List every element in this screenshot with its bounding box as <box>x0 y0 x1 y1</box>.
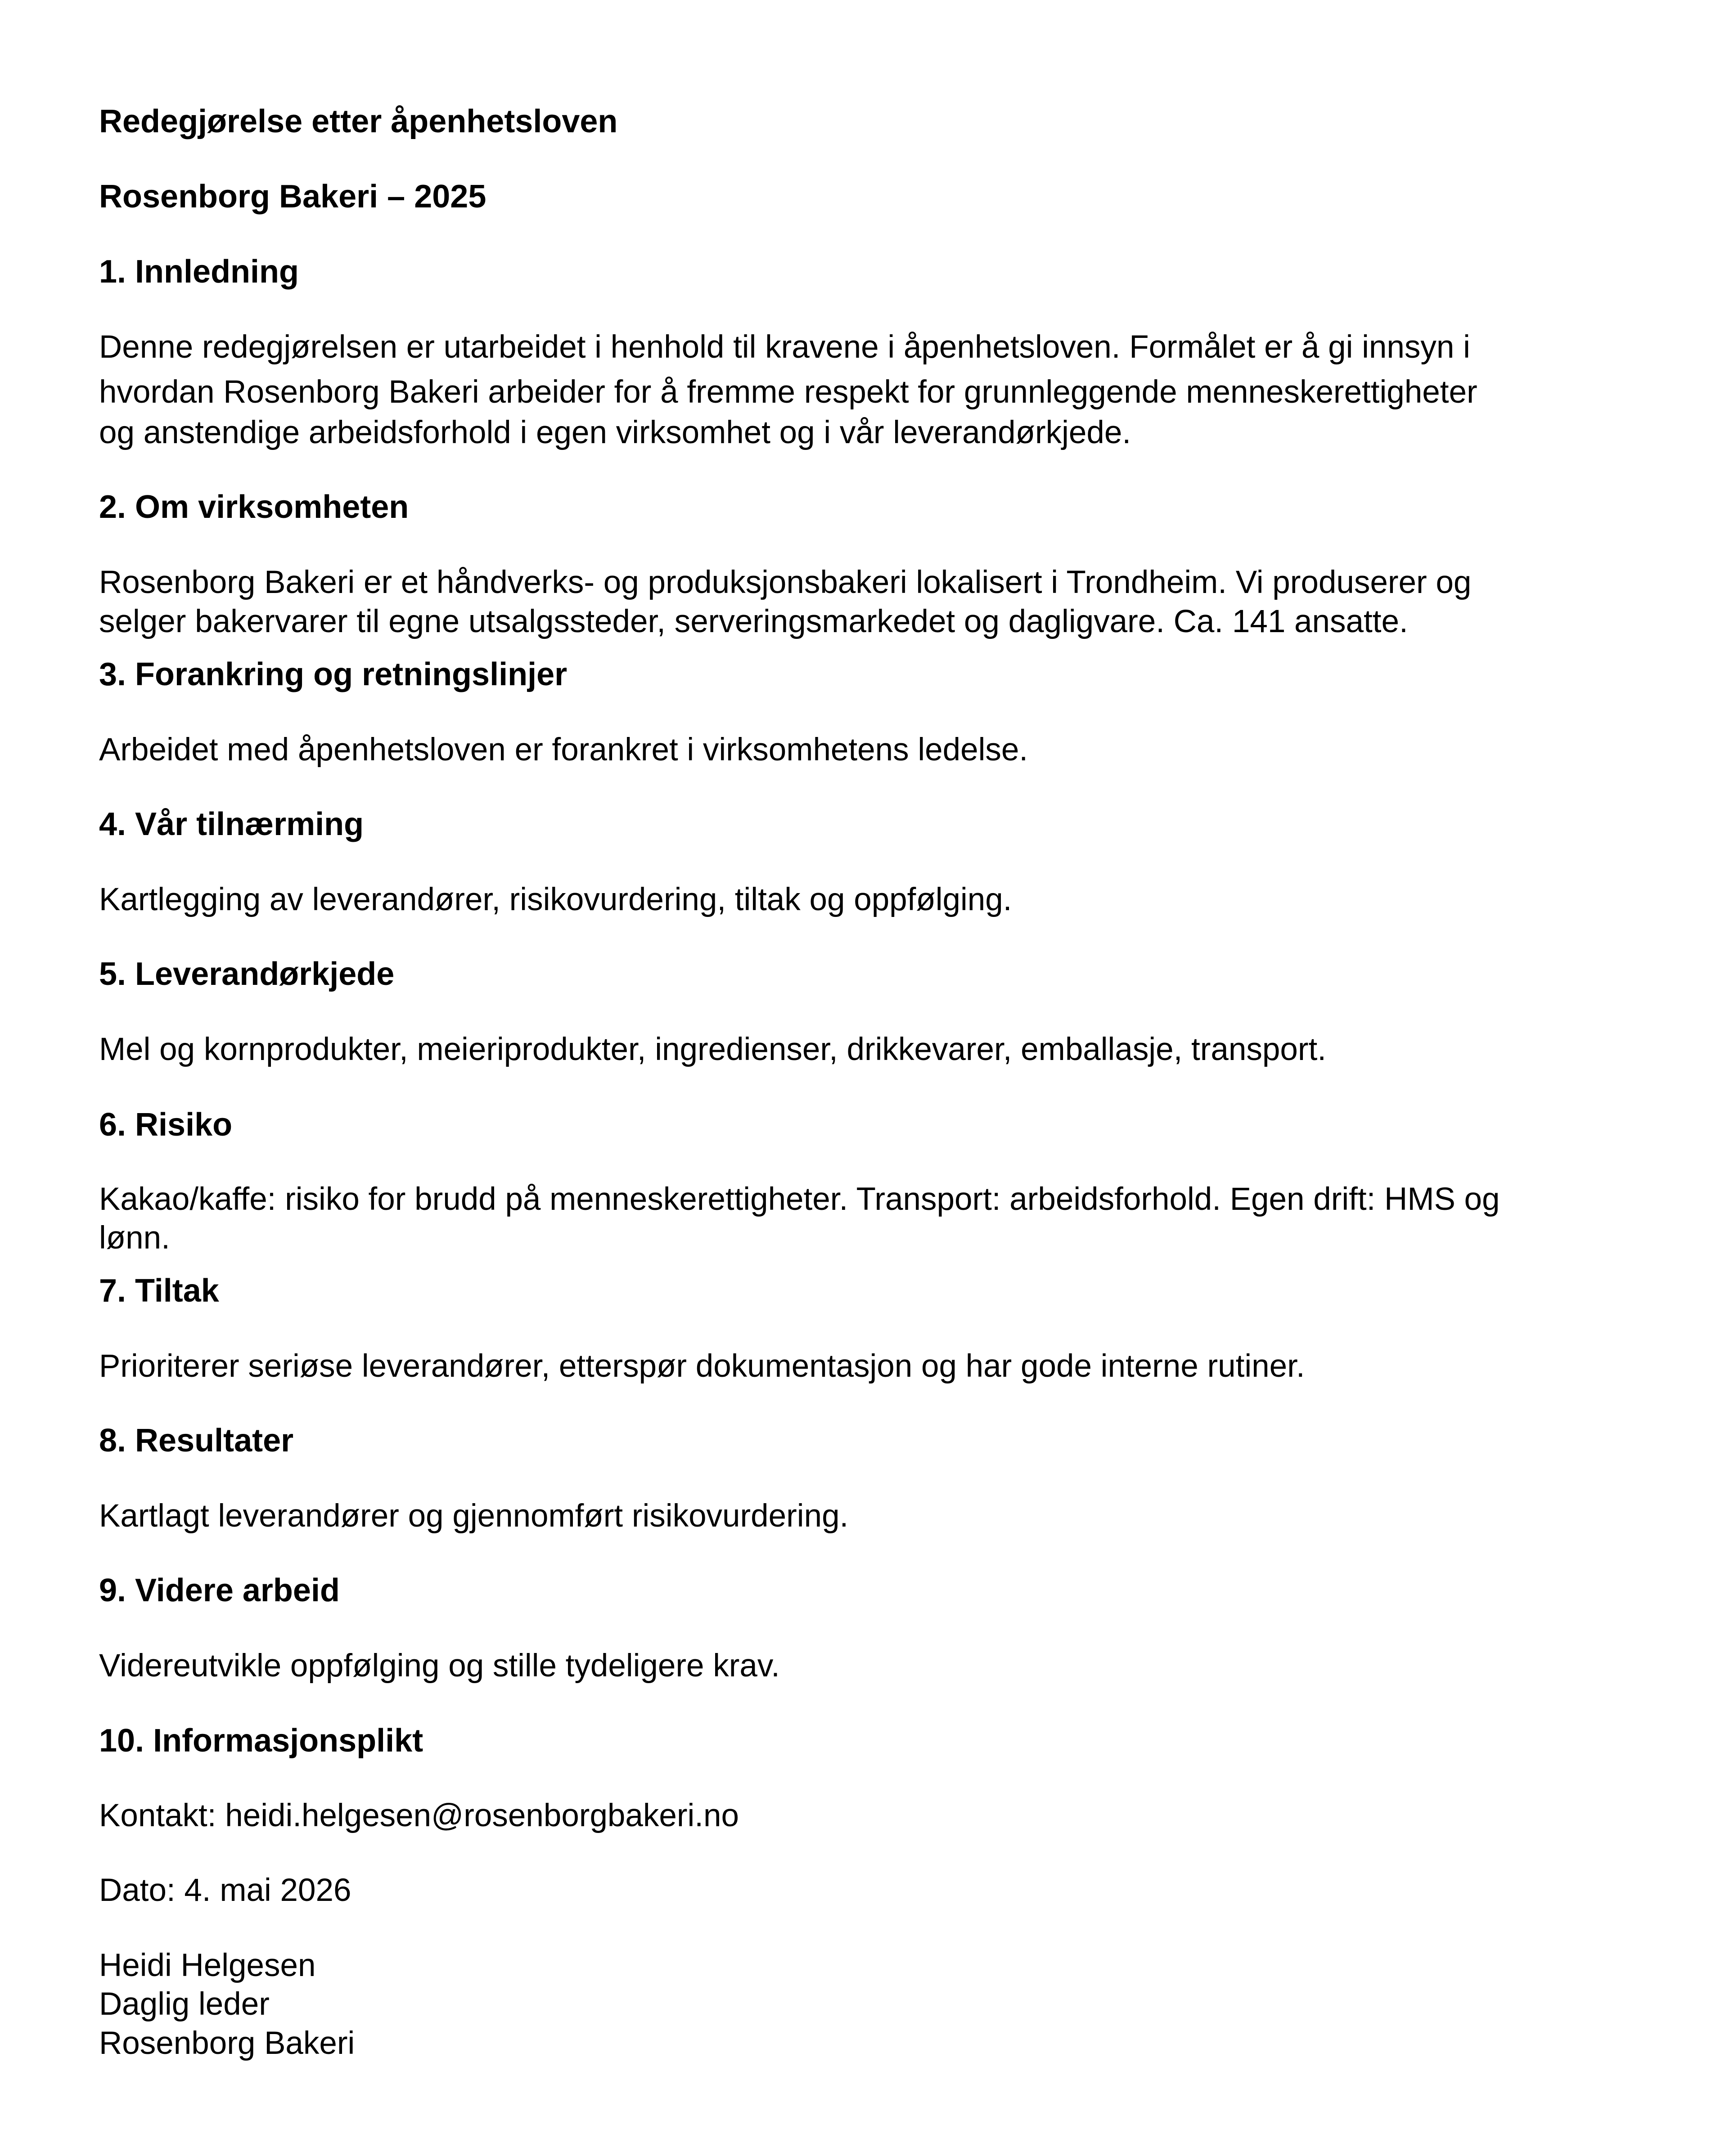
section-1-line-1: Denne redegjørelsen er utarbeidet i henhold til kravene i åpenhetsloven. Formålet er å gi innsyn i <box>99 329 1470 365</box>
section-heading-1: 1. Innledning <box>99 254 299 290</box>
section-9-line-1: Videreutvikle oppfølging og stille tydeligere krav. <box>99 1648 780 1684</box>
section-8-line-1: Kartlagt leverandører og gjennomført risikovurdering. <box>99 1498 849 1534</box>
section-heading-5: 5. Leverandørkjede <box>99 956 395 992</box>
section-5-line-1: Mel og kornprodukter, meieriprodukter, ingredienser, drikkevarer, emballasje, transport. <box>99 1032 1326 1067</box>
section-heading-8: 8. Resultater <box>99 1423 294 1459</box>
section-heading-6: 6. Risiko <box>99 1107 233 1143</box>
document-subtitle: Rosenborg Bakeri – 2025 <box>99 179 486 215</box>
section-4-line-1: Kartlegging av leverandører, risikovurdering, tiltak og oppfølging. <box>99 882 1012 917</box>
section-heading-4: 4. Vår tilnærming <box>99 806 364 842</box>
section-2-line-2: selger bakervarer til egne utsalgssteder, serveringsmarkedet og dagligvare. Ca. 141 ansatte. <box>99 604 1408 639</box>
section-heading-7: 7. Tiltak <box>99 1273 219 1309</box>
section-heading-10: 10. Informasjonsplikt <box>99 1723 423 1759</box>
signature-company: Rosenborg Bakeri <box>99 2026 355 2061</box>
section-6-line-2: lønn. <box>99 1220 170 1256</box>
section-6-line-1: Kakao/kaffe: risiko for brudd på menneskerettigheter. Transport: arbeidsforhold. Egen drift: HMS og <box>99 1181 1500 1217</box>
section-heading-3: 3. Forankring og retningslinjer <box>99 656 567 692</box>
date-line: Dato: 4. mai 2026 <box>99 1873 351 1908</box>
section-heading-9: 9. Videre arbeid <box>99 1572 340 1608</box>
section-7-line-1: Prioriterer seriøse leverandører, etterspør dokumentasjon og har gode interne rutiner. <box>99 1348 1305 1384</box>
section-3-line-1: Arbeidet med åpenhetsloven er forankret i virksomhetens ledelse. <box>99 732 1028 768</box>
section-1-line-3: og anstendige arbeidsforhold i egen virksomhet og i vår leverandørkjede. <box>99 415 1131 450</box>
signature-name: Heidi Helgesen <box>99 1948 316 1983</box>
section-heading-2: 2. Om virksomheten <box>99 489 409 525</box>
section-2-line-1: Rosenborg Bakeri er et håndverks- og produksjonsbakeri lokalisert i Trondheim. Vi produserer og <box>99 565 1472 600</box>
signature-role: Daglig leder <box>99 1986 270 2022</box>
contact-line: Kontakt: heidi.helgesen@rosenborgbakeri.no <box>99 1798 739 1833</box>
section-1-line-2: hvordan Rosenborg Bakeri arbeider for å fremme respekt for grunnleggende menneskerettigheter <box>99 374 1477 410</box>
document-title: Redegjørelse etter åpenhetsloven <box>99 103 618 139</box>
